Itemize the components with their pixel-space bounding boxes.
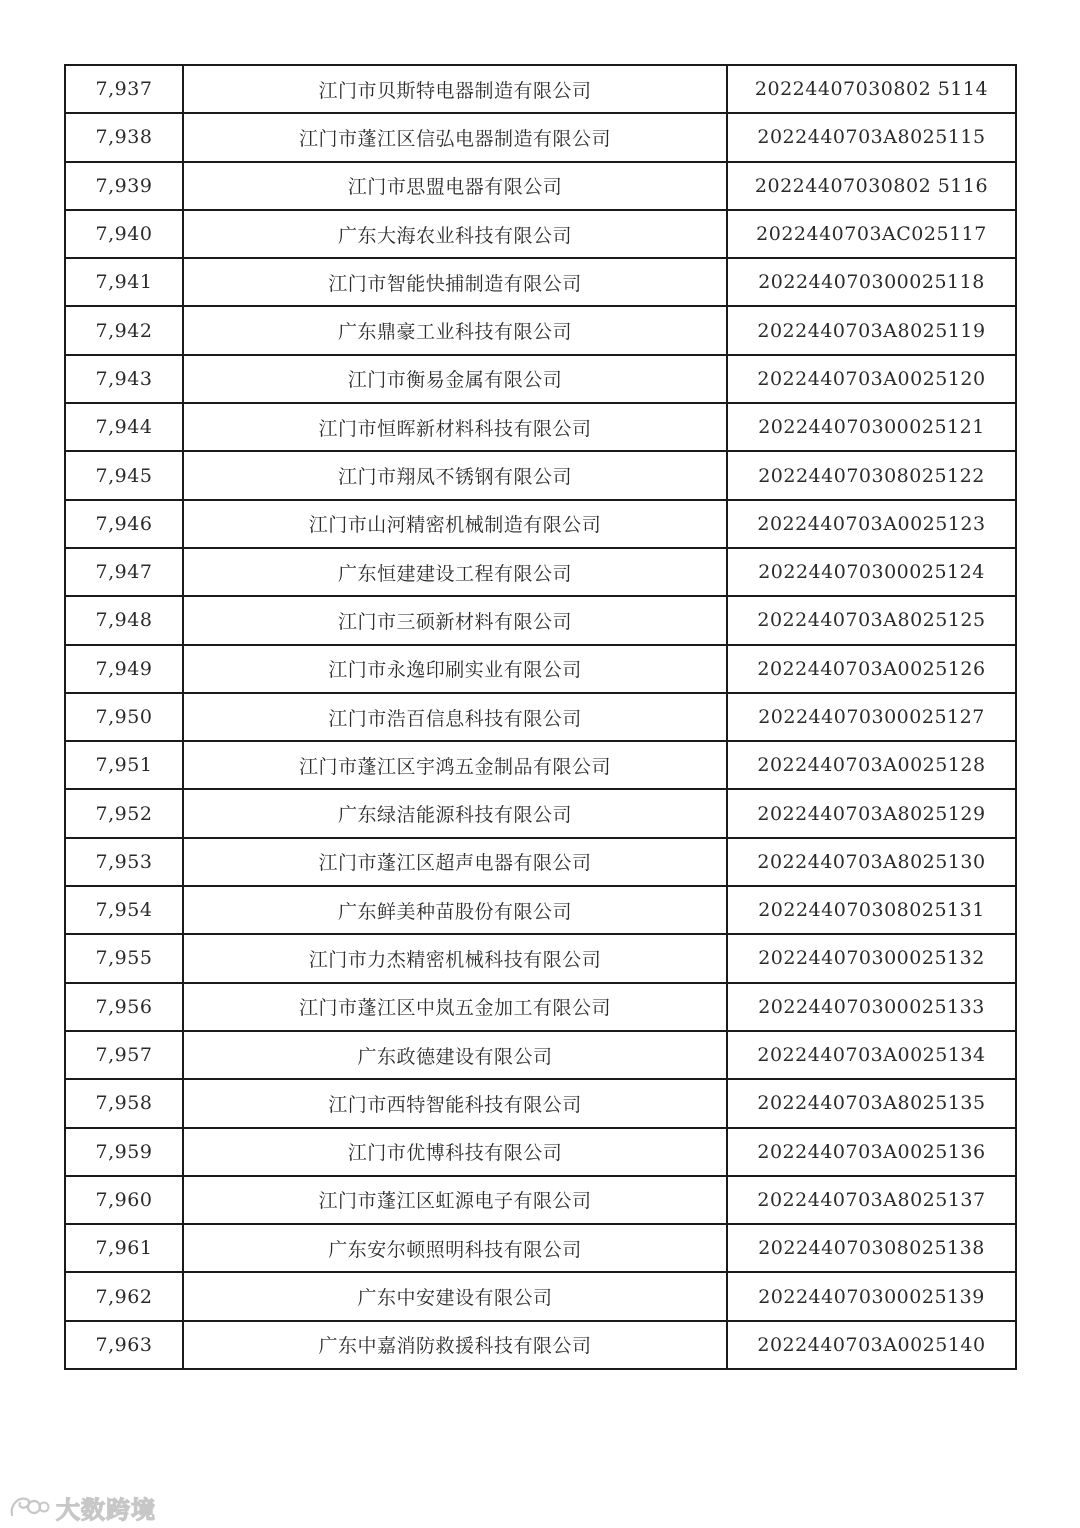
company-name-cell: 江门市蓬江区超声电器有限公司 xyxy=(183,838,727,886)
registration-code-cell: 202244070308025131 xyxy=(727,886,1016,934)
row-number-cell: 7,953 xyxy=(65,838,183,886)
registration-code-cell: 202244070300025139 xyxy=(727,1272,1016,1320)
company-name-cell: 广东鲜美种苗股份有限公司 xyxy=(183,886,727,934)
company-name-cell: 广东鼎豪工业科技有限公司 xyxy=(183,306,727,354)
company-name-cell: 江门市山河精密机械制造有限公司 xyxy=(183,500,727,548)
table-row xyxy=(65,741,1016,789)
table-row xyxy=(65,983,1016,1031)
registration-code-cell: 2022440703A0025120 xyxy=(727,355,1016,403)
table-row xyxy=(65,306,1016,354)
table-row xyxy=(65,65,1016,113)
row-number-cell: 7,940 xyxy=(65,210,183,258)
row-number-cell: 7,959 xyxy=(65,1128,183,1176)
registration-code-cell: 2022440703A0025140 xyxy=(727,1321,1016,1369)
registration-code-cell: 2022440703A8025137 xyxy=(727,1176,1016,1224)
company-name-cell: 江门市翔凤不锈钢有限公司 xyxy=(183,451,727,499)
row-number-cell: 7,939 xyxy=(65,162,183,210)
row-number-cell: 7,944 xyxy=(65,403,183,451)
row-number-cell: 7,952 xyxy=(65,789,183,837)
row-number-cell: 7,950 xyxy=(65,693,183,741)
registration-code-cell: 2022440703A8025135 xyxy=(727,1079,1016,1127)
table-row xyxy=(65,693,1016,741)
row-number-cell: 7,945 xyxy=(65,451,183,499)
company-name-cell: 江门市蓬江区虹源电子有限公司 xyxy=(183,1176,727,1224)
table-row xyxy=(65,596,1016,644)
row-number-cell: 7,961 xyxy=(65,1224,183,1272)
table-body xyxy=(65,65,1016,1369)
company-name-cell: 江门市西特智能科技有限公司 xyxy=(183,1079,727,1127)
company-name-cell: 广东中嘉消防救援科技有限公司 xyxy=(183,1321,727,1369)
row-number-cell: 7,951 xyxy=(65,741,183,789)
company-name-cell: 广东大海农业科技有限公司 xyxy=(183,210,727,258)
row-number-cell: 7,956 xyxy=(65,983,183,1031)
table-row xyxy=(65,451,1016,499)
company-name-cell: 江门市蓬江区信弘电器制造有限公司 xyxy=(183,113,727,161)
registration-code-cell: 2022440703A8025129 xyxy=(727,789,1016,837)
company-name-cell: 江门市衡易金属有限公司 xyxy=(183,355,727,403)
company-name-cell: 江门市思盟电器有限公司 xyxy=(183,162,727,210)
company-name-cell: 江门市蓬江区中岚五金加工有限公司 xyxy=(183,983,727,1031)
registration-code-cell: 202244070300025121 xyxy=(727,403,1016,451)
registration-code-cell: 2022440703A0025126 xyxy=(727,645,1016,693)
registration-code-cell: 2022440703AC025117 xyxy=(727,210,1016,258)
registration-code-cell: 2022440703A8025115 xyxy=(727,113,1016,161)
registration-code-cell: 2022440703A0025128 xyxy=(727,741,1016,789)
row-number-cell: 7,955 xyxy=(65,934,183,982)
registration-code-cell: 2022440703A8025119 xyxy=(727,306,1016,354)
company-name-cell: 广东恒建建设工程有限公司 xyxy=(183,548,727,596)
registration-code-cell: 202244070300025118 xyxy=(727,258,1016,306)
table-row xyxy=(65,645,1016,693)
registration-code-cell: 202244070300025127 xyxy=(727,693,1016,741)
registration-code-cell: 2022440703A0025134 xyxy=(727,1031,1016,1079)
table-row xyxy=(65,1176,1016,1224)
table-row xyxy=(65,1031,1016,1079)
row-number-cell: 7,963 xyxy=(65,1321,183,1369)
registration-code-cell: 2022440703A0025136 xyxy=(727,1128,1016,1176)
row-number-cell: 7,938 xyxy=(65,113,183,161)
row-number-cell: 7,960 xyxy=(65,1176,183,1224)
registration-code-cell: 20224407030802 5114 xyxy=(727,65,1016,113)
table-row xyxy=(65,1321,1016,1369)
row-number-cell: 7,947 xyxy=(65,548,183,596)
table-row xyxy=(65,548,1016,596)
table-row xyxy=(65,789,1016,837)
row-number-cell: 7,946 xyxy=(65,500,183,548)
company-name-cell: 江门市优博科技有限公司 xyxy=(183,1128,727,1176)
registration-code-cell: 2022440703A8025125 xyxy=(727,596,1016,644)
table-row xyxy=(65,210,1016,258)
company-registry-table xyxy=(64,64,1017,1370)
row-number-cell: 7,937 xyxy=(65,65,183,113)
company-name-cell: 江门市蓬江区宇鸿五金制品有限公司 xyxy=(183,741,727,789)
company-name-cell: 广东绿洁能源科技有限公司 xyxy=(183,789,727,837)
row-number-cell: 7,957 xyxy=(65,1031,183,1079)
table-row xyxy=(65,1224,1016,1272)
company-name-cell: 江门市力杰精密机械科技有限公司 xyxy=(183,934,727,982)
company-name-cell: 广东中安建设有限公司 xyxy=(183,1272,727,1320)
table-row xyxy=(65,162,1016,210)
registration-code-cell: 20224407030802 5116 xyxy=(727,162,1016,210)
watermark xyxy=(8,1490,156,1524)
registration-code-cell: 202244070300025124 xyxy=(727,548,1016,596)
company-name-cell: 江门市贝斯特电器制造有限公司 xyxy=(183,65,727,113)
row-number-cell: 7,958 xyxy=(65,1079,183,1127)
row-number-cell: 7,948 xyxy=(65,596,183,644)
table-row xyxy=(65,113,1016,161)
table-row xyxy=(65,500,1016,548)
registration-code-cell: 202244070308025138 xyxy=(727,1224,1016,1272)
row-number-cell: 7,943 xyxy=(65,355,183,403)
table-row xyxy=(65,838,1016,886)
row-number-cell: 7,949 xyxy=(65,645,183,693)
registration-code-cell: 202244070308025122 xyxy=(727,451,1016,499)
company-name-cell: 广东政德建设有限公司 xyxy=(183,1031,727,1079)
company-name-cell: 江门市智能快捕制造有限公司 xyxy=(183,258,727,306)
table-row xyxy=(65,934,1016,982)
company-name-cell: 江门市恒晖新材料科技有限公司 xyxy=(183,403,727,451)
table-row xyxy=(65,258,1016,306)
registration-code-cell: 2022440703A0025123 xyxy=(727,500,1016,548)
brand-logo-icon xyxy=(8,1493,50,1521)
registration-code-cell: 202244070300025133 xyxy=(727,983,1016,1031)
table-row xyxy=(65,403,1016,451)
registration-code-cell: 2022440703A8025130 xyxy=(727,838,1016,886)
registration-code-cell: 202244070300025132 xyxy=(727,934,1016,982)
table-row xyxy=(65,1079,1016,1127)
row-number-cell: 7,962 xyxy=(65,1272,183,1320)
row-number-cell: 7,942 xyxy=(65,306,183,354)
table-row xyxy=(65,886,1016,934)
company-name-cell: 江门市浩百信息科技有限公司 xyxy=(183,693,727,741)
company-name-cell: 江门市永逸印刷实业有限公司 xyxy=(183,645,727,693)
row-number-cell: 7,941 xyxy=(65,258,183,306)
watermark-text: 大数跨境 xyxy=(56,1495,156,1524)
row-number-cell: 7,954 xyxy=(65,886,183,934)
table-row xyxy=(65,1128,1016,1176)
table-row xyxy=(65,355,1016,403)
table-row xyxy=(65,1272,1016,1320)
company-name-cell: 江门市三硕新材料有限公司 xyxy=(183,596,727,644)
company-name-cell: 广东安尔顿照明科技有限公司 xyxy=(183,1224,727,1272)
